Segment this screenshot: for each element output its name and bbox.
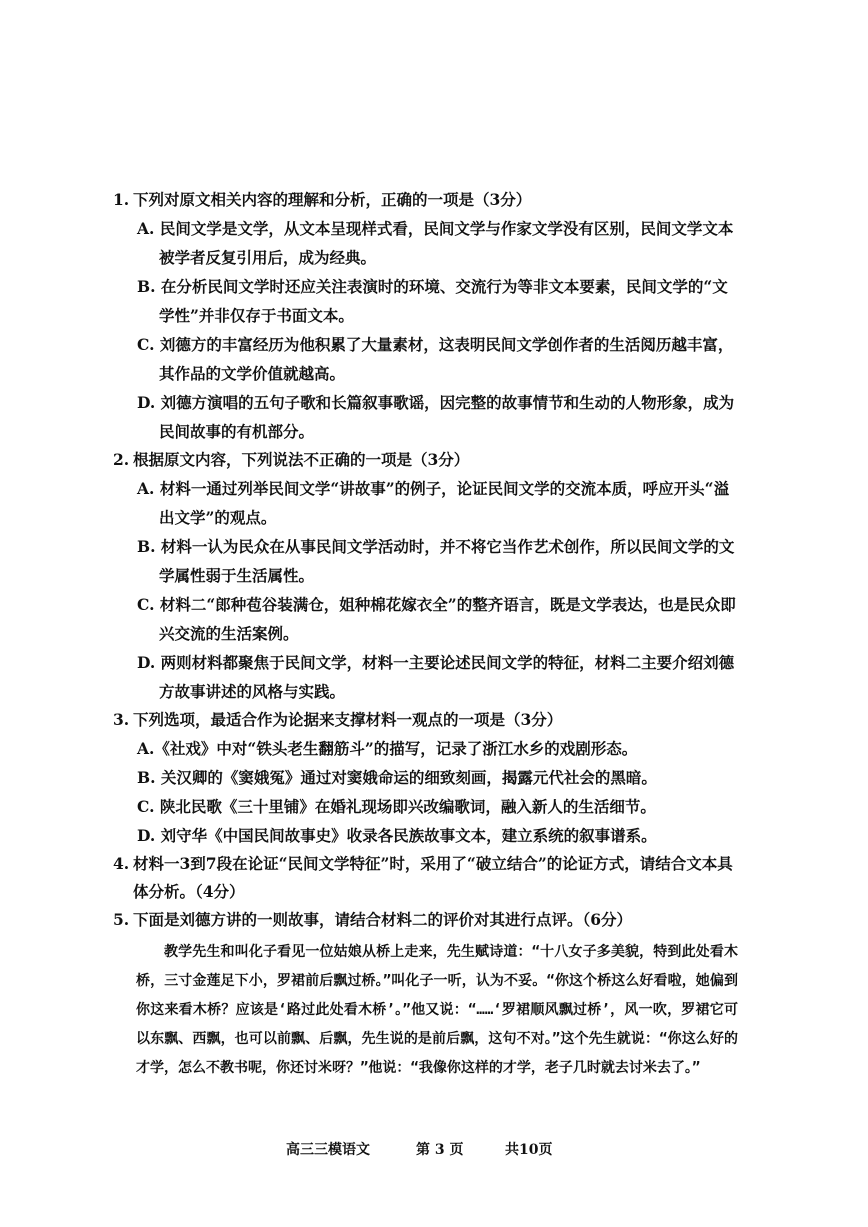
- option-a: A. 民间文学是文学，从文本呈现样式看，民间文学与作家文学没有区别，民间文学文本被学者反复引用后，成为经典。: [137, 219, 734, 267]
- footer-total-pages: 共10页: [505, 1142, 553, 1158]
- question-stem: 下列对原文相关内容的理解和分析，正确的一项是（3分）: [133, 190, 532, 209]
- option-a: A.《社戏》中对“铁头老生翻筋斗”的描写，记录了浙江水乡的戏剧形态。: [137, 739, 638, 758]
- question-list: [113, 186, 743, 1083]
- question-stem: 根据原文内容，下列说法不正确的一项是（3分）: [133, 450, 470, 469]
- story-passage: 教学先生和叫化子看见一位姑娘从桥上走来，先生赋诗道：“十八女子多美貌，特到此处看木桥，三寸金莲足下小，罗裙前后飘过桥。”叫化子一听，认为不妥。“你这个桥这么好看啦，她偏到你这来看木桥？应该是‘路过此处看木桥’。”他又说：“……‘罗裙顺风飘过桥’，风一吹，罗裙它可以东飘、西飘，也可以前飘、后飘，先生说的是前后飘，这句不对。”这个先生就说：“你这么好的才学，怎么不教书呢，你还讨米呀？”他说：“我像你这样的才学，老子几时就去讨米去了。”: [136, 944, 738, 1076]
- question-3: [113, 706, 743, 734]
- question-stem: 材料一3到7段在论证“民间文学特征”时，采用了“破立结合”的论证方式，请结合文本具体分析。（4分）: [133, 854, 733, 901]
- option-c: C. 刘德方的丰富经历为他积累了大量素材，这表明民间文学创作者的生活阅历越丰富，其作品的文学价值就越高。: [137, 335, 734, 383]
- question-2: [113, 446, 743, 474]
- option-d: D. 刘德方演唱的五句子歌和长篇叙事歌谣，因完整的故事情节和生动的人物形象，成为民间故事的有机部分。: [137, 393, 735, 441]
- option-b: B. 关汉卿的《窦娥冤》通过对窦娥命运的细致刻画，揭露元代社会的黑暗。: [137, 768, 657, 787]
- option-d: D. 刘守华《中国民间故事史》收录各民族故事文本，建立系统的叙事谱系。: [137, 826, 657, 845]
- question-number: 1.: [113, 190, 130, 209]
- question-stem: 下面是刘德方讲的一则故事，请结合材料二的评价对其进行点评。（6分）: [133, 910, 633, 929]
- option-d: D. 两则材料都聚焦于民间文学，材料一主要论述民间文学的特征，材料二主要介绍刘德方故事讲述的风格与实践。: [137, 653, 735, 701]
- question-number: 2.: [113, 450, 130, 469]
- option-b: B. 在分析民间文学时还应关注表演时的环境、交流行为等非文本要素，民间文学的“文学性”并非仅存于书面文本。: [137, 277, 728, 325]
- question-stem: 下列选项，最适合作为论据来支撑材料一观点的一项是（3分）: [133, 710, 563, 729]
- footer-subject: 高三三模语文: [286, 1142, 370, 1158]
- footer-page-number: 第 3 页: [416, 1142, 464, 1158]
- question-5: [113, 906, 743, 934]
- question-number: 4.: [113, 854, 130, 873]
- question-number: 3.: [113, 710, 130, 729]
- question-number: 5.: [113, 910, 130, 929]
- option-c: C. 陕北民歌《三十里铺》在婚礼现场即兴改编歌词，融入新人的生活细节。: [137, 797, 656, 816]
- option-b: B. 材料一认为民众在从事民间文学活动时，并不将它当作艺术创作，所以民间文学的文学属性弱于生活属性。: [137, 537, 735, 585]
- question-1: [113, 186, 743, 214]
- option-a: A. 材料一通过列举民间文学“讲故事”的例子，论证民间文学的交流本质，呼应开头“溢出文学”的观点。: [137, 479, 730, 527]
- question-4: [113, 850, 743, 906]
- option-c: C. 材料二“郎种苞谷装满仓，姐种棉花嫁衣全”的整齐语言，既是文学表达，也是民众即兴交流的生活案例。: [137, 595, 736, 643]
